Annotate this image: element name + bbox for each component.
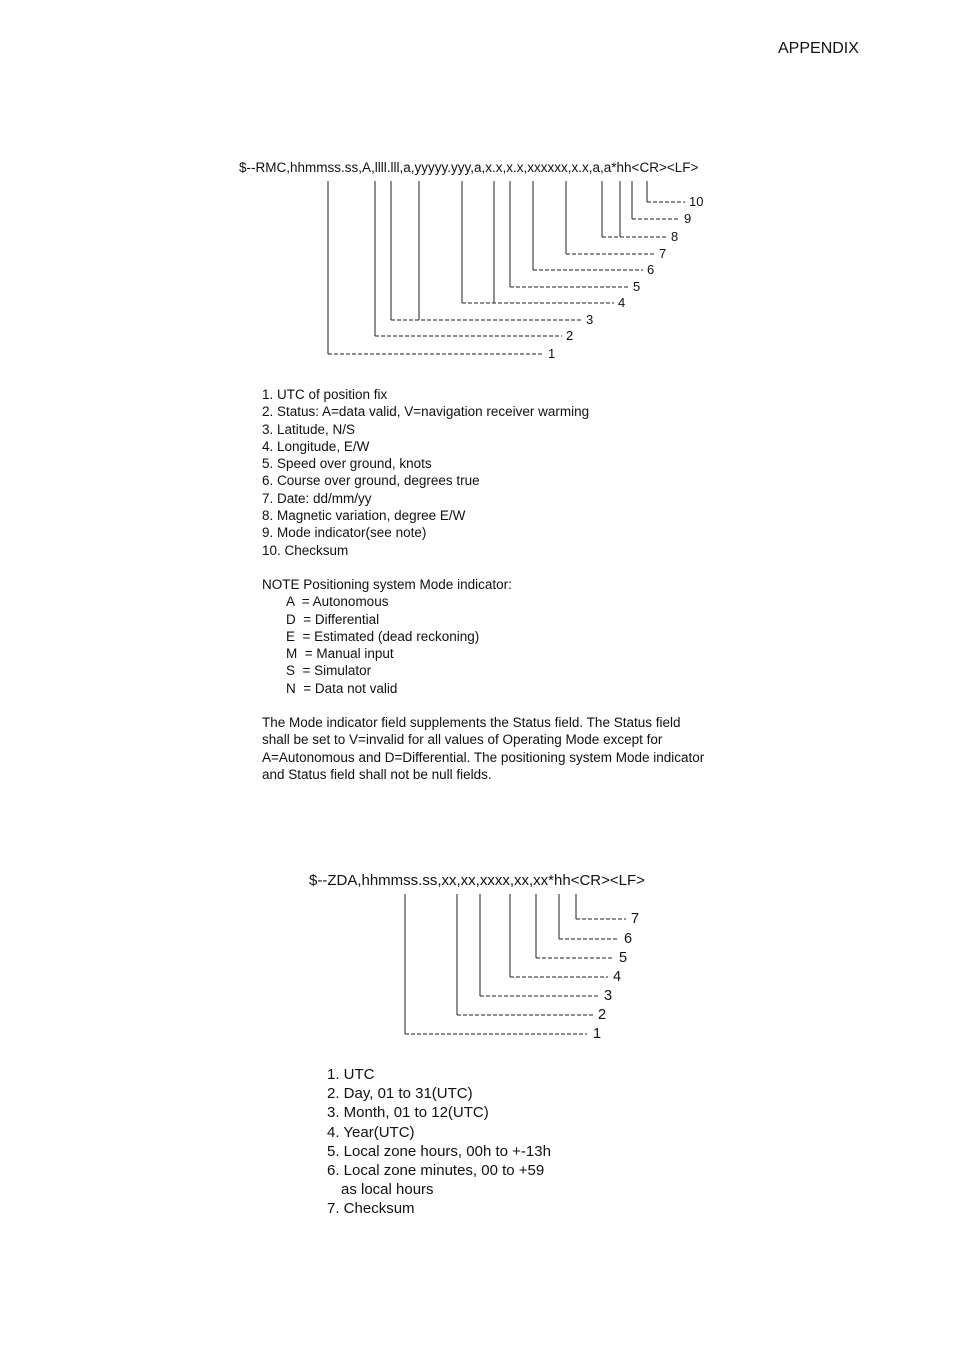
mode-item: D = Differential xyxy=(286,611,380,627)
rmc-field-label: 7 xyxy=(659,246,667,261)
list-item: 7. Checksum xyxy=(327,1200,415,1218)
list-item: 1. UTC xyxy=(327,1066,375,1083)
mode-item: E = Estimated (dead reckoning) xyxy=(286,628,480,644)
rmc-field-label: 4 xyxy=(618,295,626,310)
list-item: as local hours xyxy=(341,1181,434,1199)
zda-field-list xyxy=(327,1065,551,1219)
rmc-field-label: 1 xyxy=(548,346,556,361)
list-item: 5. Speed over ground, knots xyxy=(262,456,432,472)
rmc-field-label: 6 xyxy=(647,262,655,277)
list-item: 10. Checksum xyxy=(262,542,349,558)
list-item: 3. Latitude, N/S xyxy=(262,421,356,437)
rmc-field-label: 3 xyxy=(586,312,594,327)
zda-sentence-format: $--ZDA,hhmmss.ss,xx,xx,xxxx,xx,xx*hh<CR><LF> xyxy=(309,872,645,889)
zda-field-label: 2 xyxy=(598,1007,607,1023)
rmc-field-label: 2 xyxy=(566,328,574,343)
list-item: 8. Magnetic variation, degree E/W xyxy=(262,508,466,524)
paragraph-line: and Status field shall not be null fields. xyxy=(262,766,492,782)
page-header: APPENDIX xyxy=(778,40,859,57)
list-item: 1. UTC of position fix xyxy=(262,387,388,402)
zda-field-label: 3 xyxy=(604,988,613,1004)
zda-field-label: 5 xyxy=(619,950,628,966)
list-item: 9. Mode indicator(see note) xyxy=(262,525,427,541)
rmc-sentence-format: $--RMC,hhmmss.ss,A,llll.lll,a,yyyyy.yyy,a,x.x,x.x,xxxxxx,x.x,a,a*hh<CR><LF> xyxy=(239,160,699,175)
zda-field-label: 6 xyxy=(624,931,633,947)
rmc-field-label: 10 xyxy=(689,194,704,209)
list-item: 2. Day, 01 to 31(UTC) xyxy=(327,1085,473,1103)
rmc-field-label: 8 xyxy=(671,229,679,244)
mode-item: A = Autonomous xyxy=(286,594,389,610)
paragraph-line: The Mode indicator field supplements the Status field. The Status field xyxy=(262,715,681,730)
list-item: 6. Course over ground, degrees true xyxy=(262,473,480,489)
list-item: 5. Local zone hours, 00h to +-13h xyxy=(327,1142,551,1160)
list-item: 3. Month, 01 to 12(UTC) xyxy=(327,1104,489,1122)
list-item: 4. Longitude, E/W xyxy=(262,438,370,454)
list-item: 7. Date: dd/mm/yy xyxy=(262,490,372,506)
mode-item: N = Data not valid xyxy=(286,680,398,696)
zda-field-label: 1 xyxy=(593,1026,602,1042)
list-item: 4. Year(UTC) xyxy=(327,1123,415,1141)
note-title: NOTE Positioning system Mode indicator: xyxy=(262,577,512,592)
rmc-field-label: 9 xyxy=(684,211,692,226)
mode-item: M = Manual input xyxy=(286,646,394,662)
zda-field-label: 4 xyxy=(613,969,622,985)
rmc-field-label: 5 xyxy=(633,279,641,294)
mode-item: S = Simulator xyxy=(286,663,372,679)
paragraph-line: shall be set to V=invalid for all values of Operating Mode except for xyxy=(262,732,663,748)
list-item: 2. Status: A=data valid, V=navigation receiver warming xyxy=(262,404,590,420)
list-item: 6. Local zone minutes, 00 to +59 xyxy=(327,1162,545,1180)
zda-field-label: 7 xyxy=(631,911,640,927)
paragraph-line: A=Autonomous and D=Differential. The positioning system Mode indicator xyxy=(262,749,705,765)
